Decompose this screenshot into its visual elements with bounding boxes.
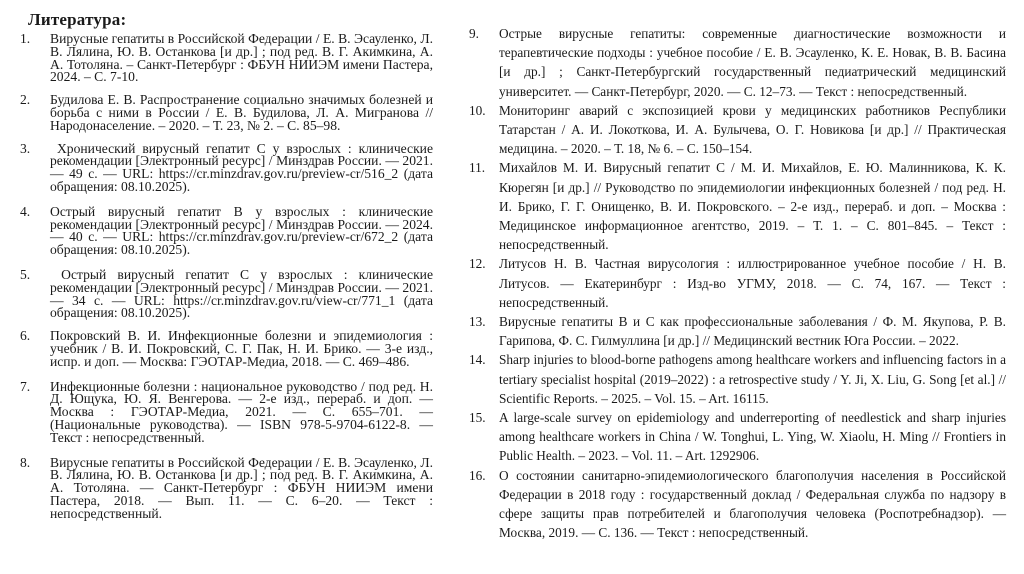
reference-text: О состоянии санитарно-эпидемиологического благополучия населения в Российской Федерации в 2018 году : государственный доклад / Федеральная служба по надзору в сфере защиты прав потребителей и благополучия человека (Роспотребнадзор). — Москва, 2019. — С. 136. — Текст : непосредственный. xyxy=(499,467,1006,541)
reference-item-7 xyxy=(0,378,440,445)
reference-item-3 xyxy=(0,140,440,194)
reference-text: Литусов Н. В. Частная вирусология : иллюстрированное учебное пособие / Н. В. Литусов. — Екатеринбург : Изд-во УГМУ, 2018. — С. 74, 167. — Текст : непосредственный. xyxy=(499,256,1006,310)
reference-text: Михайлов М. И. Вирусный гепатит С / М. И. Михайлов, Е. Ю. Малинникова, К. К. Кюрегян [и др.] // Руководство по эпидемиологии инфекционных болезней / под ред. Н. И. Брико, Г. Г. Онищенко, В. И. Покровского. – 2-е изд., перераб. и доп. – Москва : Медицинское информационное агентство, 2019. – Т. 1. – С. 801–845. – Текст : непосредственный. xyxy=(499,160,1006,253)
reference-item-8 xyxy=(0,454,440,521)
reference-item-1 xyxy=(0,33,440,84)
reference-item-12 xyxy=(455,254,1024,312)
reference-item-16 xyxy=(455,466,1024,543)
reference-number: 3. xyxy=(20,140,31,156)
reference-text: Мониторинг аварий с экспозицией крови у медицинских работников Республики Татарстан / А. И. Локоткова, И. А. Булычева, О. Г. Новикова [и др.] // Практическая медицина. – 2020. – Т. 18, № 6. – С. 150–154. xyxy=(499,102,1006,157)
reference-number: 4. xyxy=(20,203,31,219)
reference-text: Хронический вирусный гепатит С у взрослых : клинические рекомендации [Электронный ресурс] / Минздрав России. — 2021. — 49 с. — URL: https://cr.minzdrav.gov.ru/preview-cr/516_2 (дата обращения: 08.10.2025). xyxy=(50,140,437,194)
reference-text: Острый вирусный гепатит В у взрослых : клинические рекомендации [Электронный ресурс] / Минздрав России. — 2024. — 40 с. — URL: https://cr.minzdrav.gov.ru/preview-cr/672_2 (дата обращения: 08.10.2025). xyxy=(50,203,433,258)
reference-number: 9. xyxy=(469,26,479,41)
reference-list-right xyxy=(455,24,1024,542)
reference-text: Вирусные гепатиты в Российской Федерации / Е. В. Эсауленко, Л. В. Лялина, Ю. В. Останкова [и др.] ; под ред. В. Г. Акимкина, А. А. Тотоляна. — Санкт-Петербург : ФБУН НИИЭМ имени Пастера, 2018. — Вып. 11. — С. 6–20. — Текст : непосредственный. xyxy=(50,454,433,521)
reference-text: Вирусные гепатиты В и С как профессиональные заболевания / Ф. М. Якупова, Р. В. Гарипова, Ф. С. Гилмуллина [и др.] // Медицинский вестник Юга России. – 2022. xyxy=(499,314,1006,349)
reference-item-13 xyxy=(455,312,1024,350)
reference-number: 10. xyxy=(469,102,486,118)
reference-text: Будилова Е. В. Распространение социально значимых болезней и борьба с ними в России / Е. В. Будилова, Л. А. Мигранова // Народонаселение. – 2020. – Т. 23, № 2. – С. 85–98. xyxy=(50,92,433,133)
reference-item-15 xyxy=(455,408,1024,466)
reference-item-11 xyxy=(455,158,1024,254)
reference-item-14 xyxy=(455,350,1024,408)
reference-number: 1. xyxy=(20,31,31,46)
page-title: Литература: xyxy=(28,10,127,29)
reference-text: Sharp injuries to blood-borne pathogens among healthcare workers and influencing factors in a tertiary specialist hospital (2019–2022) : a retrospective study / Y. Ji, X. Liu, G. Song [et al.] // Scientific Reports. – 2025. – Vol. 15. – Art. 16115. xyxy=(499,352,1006,406)
reference-number: 8. xyxy=(20,454,31,470)
reference-text: A large-scale survey on epidemiology and underreporting of needlestick and sharp injuries among healthcare workers in China / W. Tonghui, L. Ying, W. Xiaolu, H. Ming // Frontiers in Public Health. – 2023. – Vol. 11. – Art. 1292906. xyxy=(499,410,1006,464)
reference-text: Покровский В. И. Инфекционные болезни и эпидемиология : учебник / В. И. Покровский, С. Г. Пак, Н. И. Брико. — 3-е изд., испр. и доп. — Москва: ГЭОТАР-Медиа, 2018. — С. 469–486. xyxy=(50,328,433,369)
reference-number: 7. xyxy=(20,378,31,394)
reference-item-6 xyxy=(0,330,440,368)
reference-number: 6. xyxy=(20,328,31,344)
reference-text: Инфекционные болезни : национальное руководство / под ред. Н. Д. Ющука, Ю. Я. Венгерова. — 2-е изд., перераб. и доп. — Москва : ГЭОТАР-Медиа, 2021. — С. 655–701. — (Национальные руководства). — ISBN 978-5-9704-6122-8. — Текст : непосредственный. xyxy=(50,378,433,445)
reference-list-left xyxy=(0,33,440,531)
reference-number: 16. xyxy=(469,467,486,483)
reference-item-10 xyxy=(455,101,1024,159)
reference-item-9 xyxy=(455,24,1024,101)
reference-text: Вирусные гепатиты в Российской Федерации / Е. В. Эсауленко, Л. В. Лялина, Ю. В. Останкова [и др.] ; под ред. В. Г. Акимкина, А. А. Тотоляна. – Санкт-Петербург : ФБУН НИИЭМ имени Пастера, 2024. – С. 7-10. xyxy=(50,31,433,85)
reference-number: 5. xyxy=(20,266,31,282)
reference-item-2 xyxy=(0,94,440,132)
reference-item-4 xyxy=(0,203,440,258)
reference-number: 12. xyxy=(469,256,486,272)
reference-text: Острые вирусные гепатиты: современные диагностические возможности и терапевтические подходы : учебное пособие / Е. В. Эсауленко, К. Е. Новак, В. В. Басина [и др.] ; Санкт-Петербургский государственный педиатрический медицинский университет. — Санкт-Петербург, 2020. — С. 12–73. — Текст : непосредственный. xyxy=(499,26,1006,99)
reference-number: 2. xyxy=(20,92,31,108)
reference-number: 14. xyxy=(469,352,486,368)
reference-text: Острый вирусный гепатит С у взрослых : клинические рекомендации [Электронный ресурс] / Минздрав России. — 2021. — 34 с. — URL: https://cr.minzdrav.gov.ru/view-cr/771_1 (дата обращения: 08.10.2025). xyxy=(50,266,437,321)
reference-number: 15. xyxy=(469,410,486,426)
reference-number: 13. xyxy=(469,314,486,330)
reference-number: 11. xyxy=(469,160,486,176)
reference-item-5 xyxy=(0,266,440,321)
